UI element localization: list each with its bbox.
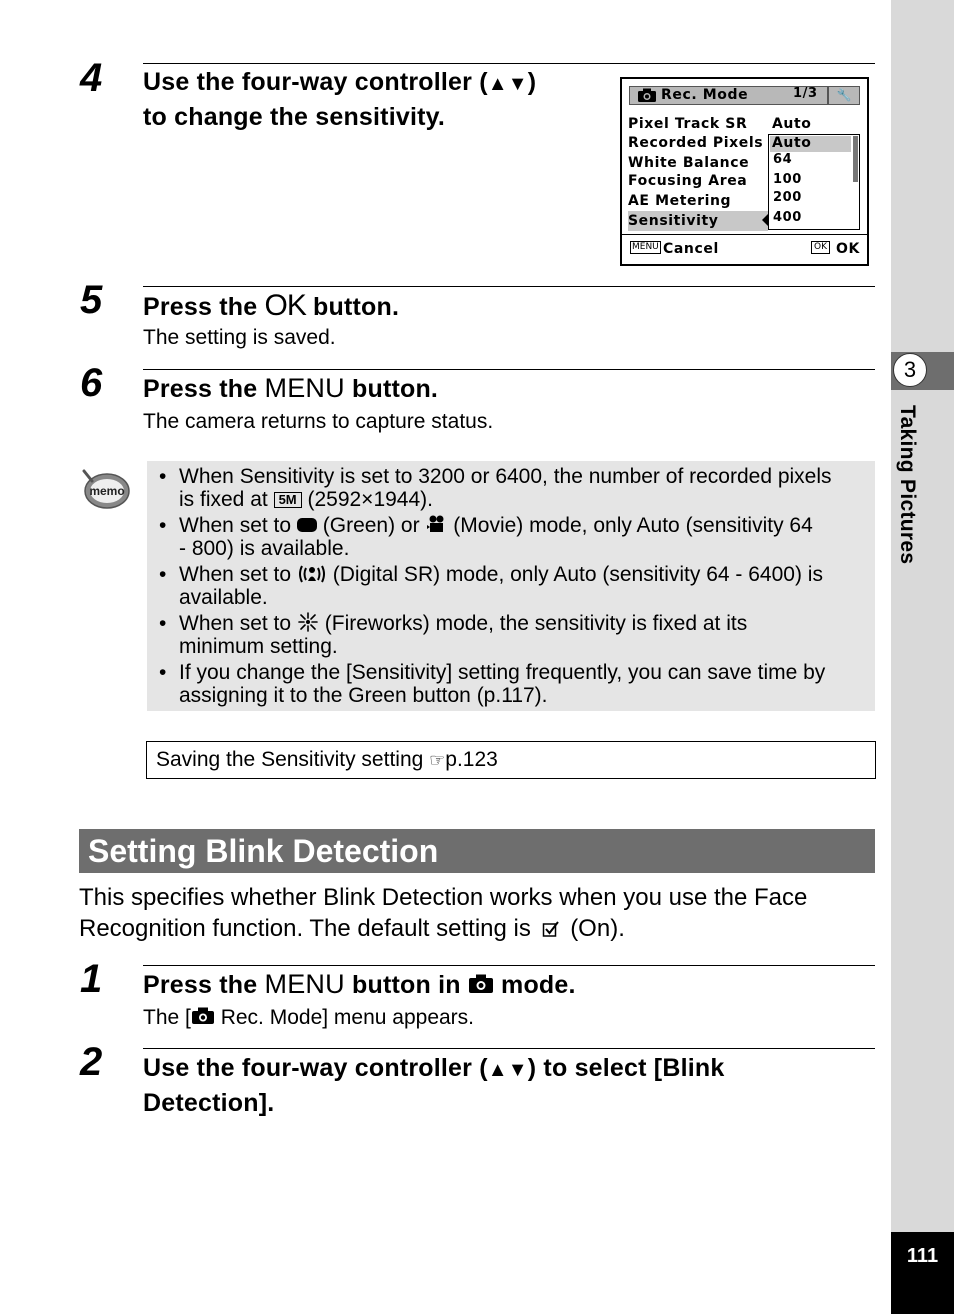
step-5-heading (143, 289, 399, 324)
fireworks-icon (297, 612, 319, 632)
memo-item-2-end: (Movie) mode, only Auto (sensitivity 64 (453, 514, 813, 537)
step-5-number: 5 (80, 278, 103, 322)
memo-item-4 (179, 612, 869, 658)
screen-ok-label: OK (836, 241, 860, 257)
memo-item-2-text: When set to (179, 514, 292, 537)
pointing-hand-icon: ☞ (429, 750, 446, 771)
camera-icon (468, 974, 494, 994)
digital-sr-icon (297, 564, 327, 584)
screen-option: 400 (773, 210, 802, 225)
memo-item-3 (179, 563, 869, 609)
memo-icon-label: memo (89, 484, 125, 498)
page-number: 111 (891, 1232, 954, 1314)
step-4-heading-close: ) (527, 68, 537, 96)
step-1-heading-mid: button in (352, 971, 461, 999)
memo-box (147, 461, 875, 711)
step-6-heading-end: button. (352, 375, 439, 403)
screen-footer-rule (622, 234, 867, 235)
reference-page-link[interactable]: p.123 (445, 748, 498, 771)
memo-item-3-line2: available. (179, 586, 268, 609)
step-2-heading-end: ) to select [Blink (527, 1054, 725, 1082)
camera-icon (191, 1007, 215, 1025)
step-4-heading-line2: to change the sensitivity. (143, 103, 446, 131)
chapter-number: 3 (893, 353, 927, 387)
step-2-number: 2 (80, 1040, 103, 1084)
menu-button-glyph: MENU (264, 373, 345, 403)
screen-menu-item: Recorded Pixels (628, 135, 764, 151)
camera-icon (637, 88, 657, 103)
menu-button-glyph: MENU (264, 969, 345, 999)
reference-label: Saving the Sensitivity setting (156, 748, 424, 771)
screen-menu-item: Pixel Track SR (628, 116, 748, 132)
step-1-description (143, 1005, 474, 1031)
bullet: • (159, 465, 167, 488)
reference-text (156, 747, 498, 774)
screen-option: 64 (773, 152, 793, 167)
step-2-heading-text: Use the four-way controller ( (143, 1054, 488, 1082)
memo-item-4-line2: minimum setting. (179, 635, 338, 658)
step-6-rule (143, 369, 875, 370)
wrench-icon: 🔧 (828, 86, 860, 105)
step-1-description-end: Rec. Mode] menu appears. (220, 1006, 475, 1029)
step-4-number: 4 (80, 56, 103, 100)
bullet: • (159, 661, 167, 684)
screen-current-value: Auto (772, 116, 812, 132)
step-6-number: 6 (80, 361, 103, 405)
section-intro-end: (On). (570, 915, 625, 942)
step-5-rule (143, 286, 875, 287)
memo-item-2-line2: - 800) is available. (179, 537, 350, 560)
section-intro-line1: This specifies whether Blink Detection works when you use the Face (79, 884, 808, 911)
checkbox-on-icon (542, 920, 560, 938)
step-4-heading (143, 66, 536, 134)
screen-page-indicator: 1/3 (793, 86, 818, 101)
step-2-heading (143, 1052, 724, 1120)
screen-option-list (768, 134, 860, 230)
step-4-rule (143, 63, 875, 64)
section-intro-text: Recognition function. The default setting is (79, 915, 531, 942)
screen-option: Auto (772, 135, 812, 151)
menu-key-icon: MENU (632, 242, 659, 252)
section-title-bar: Setting Blink Detection (79, 829, 875, 873)
step-5-heading-text: Press the (143, 293, 258, 321)
memo-item-1-line2-end: (2592×1944). (307, 488, 433, 511)
recorded-pixels-5m-icon: 5M (274, 492, 302, 508)
step-4-heading-text: Use the four-way controller ( (143, 68, 488, 96)
step-6-description: The camera returns to capture status. (143, 410, 494, 433)
reference-box (146, 741, 876, 779)
step-1-rule (143, 965, 875, 966)
memo-item-2 (179, 514, 869, 560)
up-down-arrow-icon: ▲▼ (487, 73, 528, 95)
bullet: • (159, 514, 167, 537)
memo-item-4-end: (Fireworks) mode, the sensitivity is fixed at its (324, 612, 748, 635)
up-down-arrow-icon: ▲▼ (487, 1059, 528, 1081)
screen-scrollbar (853, 136, 858, 182)
screen-option: 200 (773, 190, 802, 205)
movie-mode-icon (425, 515, 447, 533)
memo-item-5-line1: If you change the [Sensitivity] setting frequently, you can save time by (179, 661, 826, 684)
screen-menu-item: Focusing Area (628, 173, 748, 189)
step-5-description: The setting is saved. (143, 326, 336, 349)
memo-item-1 (179, 465, 869, 511)
memo-item-5-line2: assigning it to the Green button (p.117). (179, 684, 548, 707)
ok-key-icon: OK (811, 241, 830, 254)
step-1-description-text: The [ (143, 1006, 191, 1029)
chapter-title: Taking Pictures (896, 405, 919, 565)
step-1-heading-text: Press the (143, 971, 258, 999)
step-2-rule (143, 1048, 875, 1049)
memo-item-4-text: When set to (179, 612, 292, 635)
ok-button-glyph: OK (264, 289, 306, 322)
screen-menu-item: AE Metering (628, 193, 732, 209)
green-mode-icon (297, 518, 317, 532)
memo-item-3-end: (Digital SR) mode, only Auto (sensitivity 64 - 6400) is (332, 563, 823, 586)
memo-item-2-mid: (Green) or (322, 514, 420, 537)
step-6-heading (143, 372, 438, 406)
camera-menu-screen (620, 77, 869, 266)
step-5-heading-end: button. (313, 293, 400, 321)
screen-menu-item-selected: Sensitivity (628, 213, 719, 229)
memo-item-3-text: When set to (179, 563, 292, 586)
bullet: • (159, 612, 167, 635)
step-1-heading-end: mode. (501, 971, 576, 999)
screen-header-title: Rec. Mode (661, 87, 749, 103)
memo-item-5 (179, 661, 869, 707)
bullet: • (159, 563, 167, 586)
memo-item-1-line1: When Sensitivity is set to 3200 or 6400, the number of recorded pixels (179, 465, 832, 488)
memo-icon (80, 467, 132, 511)
chapter-sidebar (891, 0, 954, 1314)
step-2-heading-line2: Detection]. (143, 1089, 275, 1117)
memo-item-1-line2: is fixed at (179, 488, 268, 511)
step-1-heading (143, 968, 576, 1002)
screen-cancel-label: Cancel (663, 241, 719, 257)
screen-option: 100 (773, 172, 802, 187)
step-6-heading-text: Press the (143, 375, 258, 403)
screen-menu-item: White Balance (628, 155, 750, 171)
section-intro-line2 (79, 913, 879, 944)
step-1-number: 1 (80, 957, 103, 1001)
